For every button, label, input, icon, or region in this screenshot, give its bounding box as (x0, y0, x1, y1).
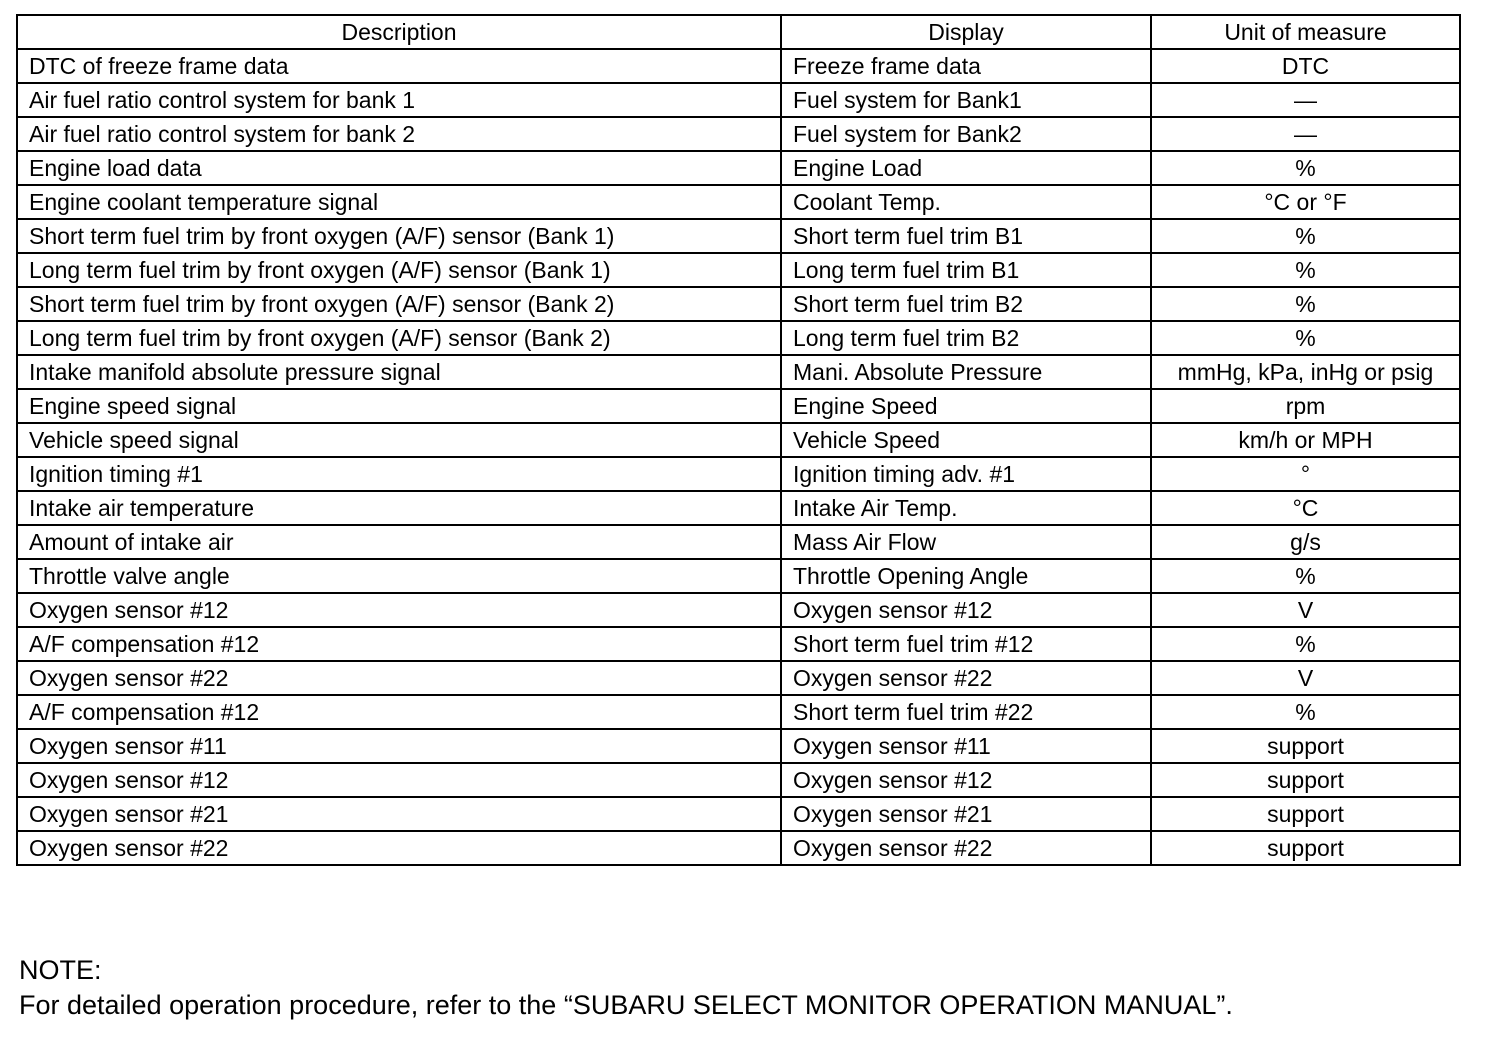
cell-description: Oxygen sensor #22 (17, 661, 781, 695)
table-row (17, 185, 1460, 219)
table-row (17, 457, 1460, 491)
cell-display: Short term fuel trim B1 (781, 219, 1151, 253)
cell-display: Vehicle Speed (781, 423, 1151, 457)
table-row (17, 831, 1460, 865)
cell-description: DTC of freeze frame data (17, 49, 781, 83)
cell-description: Amount of intake air (17, 525, 781, 559)
cell-unit: rpm (1151, 389, 1460, 423)
cell-display: Engine Load (781, 151, 1151, 185)
cell-description: Oxygen sensor #22 (17, 831, 781, 865)
cell-description: Air fuel ratio control system for bank 2 (17, 117, 781, 151)
cell-display: Short term fuel trim #22 (781, 695, 1151, 729)
table-row (17, 253, 1460, 287)
table-row (17, 661, 1460, 695)
data-table (16, 14, 1461, 866)
table-row (17, 695, 1460, 729)
table-row (17, 49, 1460, 83)
cell-description: A/F compensation #12 (17, 695, 781, 729)
note-block (19, 953, 1233, 1023)
cell-display: Oxygen sensor #21 (781, 797, 1151, 831)
table-row (17, 117, 1460, 151)
table-row (17, 525, 1460, 559)
cell-display: Throttle Opening Angle (781, 559, 1151, 593)
cell-unit: °C (1151, 491, 1460, 525)
cell-unit: ° (1151, 457, 1460, 491)
cell-description: Intake air temperature (17, 491, 781, 525)
cell-unit: V (1151, 661, 1460, 695)
cell-unit: % (1151, 695, 1460, 729)
cell-unit: g/s (1151, 525, 1460, 559)
cell-display: Oxygen sensor #22 (781, 661, 1151, 695)
cell-display: Short term fuel trim #12 (781, 627, 1151, 661)
cell-display: Freeze frame data (781, 49, 1151, 83)
table-row (17, 559, 1460, 593)
cell-description: Air fuel ratio control system for bank 1 (17, 83, 781, 117)
cell-display: Coolant Temp. (781, 185, 1151, 219)
cell-description: Engine speed signal (17, 389, 781, 423)
cell-description: Vehicle speed signal (17, 423, 781, 457)
cell-description: Throttle valve angle (17, 559, 781, 593)
table-body (17, 49, 1460, 865)
table-row (17, 83, 1460, 117)
cell-unit: support (1151, 729, 1460, 763)
cell-display: Oxygen sensor #11 (781, 729, 1151, 763)
cell-description: Oxygen sensor #12 (17, 763, 781, 797)
cell-unit: % (1151, 253, 1460, 287)
cell-display: Oxygen sensor #12 (781, 593, 1151, 627)
table-row (17, 321, 1460, 355)
cell-display: Intake Air Temp. (781, 491, 1151, 525)
note-text: For detailed operation procedure, refer to the “SUBARU SELECT MONITOR OPERATION MANUAL”. (19, 990, 1233, 1020)
cell-display: Engine Speed (781, 389, 1151, 423)
cell-unit: — (1151, 83, 1460, 117)
cell-unit: — (1151, 117, 1460, 151)
cell-display: Fuel system for Bank1 (781, 83, 1151, 117)
table-row (17, 423, 1460, 457)
cell-display: Long term fuel trim B1 (781, 253, 1151, 287)
cell-display: Mass Air Flow (781, 525, 1151, 559)
table-header-row (17, 15, 1460, 49)
table-row (17, 389, 1460, 423)
table-row (17, 797, 1460, 831)
cell-description: Engine coolant temperature signal (17, 185, 781, 219)
cell-description: Engine load data (17, 151, 781, 185)
cell-display: Long term fuel trim B2 (781, 321, 1151, 355)
cell-unit: % (1151, 559, 1460, 593)
cell-description: Ignition timing #1 (17, 457, 781, 491)
column-header-unit: Unit of measure (1151, 15, 1460, 49)
cell-unit: support (1151, 763, 1460, 797)
column-header-display: Display (781, 15, 1151, 49)
cell-display: Short term fuel trim B2 (781, 287, 1151, 321)
table-row (17, 491, 1460, 525)
cell-description: Short term fuel trim by front oxygen (A/F) sensor (Bank 1) (17, 219, 781, 253)
cell-unit: % (1151, 627, 1460, 661)
cell-description: Short term fuel trim by front oxygen (A/F) sensor (Bank 2) (17, 287, 781, 321)
cell-display: Fuel system for Bank2 (781, 117, 1151, 151)
cell-unit: % (1151, 151, 1460, 185)
table-row (17, 151, 1460, 185)
cell-unit: mmHg, kPa, inHg or psig (1151, 355, 1460, 389)
cell-unit: V (1151, 593, 1460, 627)
cell-description: A/F compensation #12 (17, 627, 781, 661)
cell-unit: km/h or MPH (1151, 423, 1460, 457)
table-row (17, 287, 1460, 321)
note-label: NOTE: (19, 955, 102, 985)
cell-unit: support (1151, 797, 1460, 831)
cell-display: Ignition timing adv. #1 (781, 457, 1151, 491)
table-row (17, 593, 1460, 627)
cell-display: Mani. Absolute Pressure (781, 355, 1151, 389)
cell-unit: DTC (1151, 49, 1460, 83)
cell-display: Oxygen sensor #22 (781, 831, 1151, 865)
table-row (17, 219, 1460, 253)
cell-unit: °C or °F (1151, 185, 1460, 219)
cell-unit: % (1151, 219, 1460, 253)
cell-description: Long term fuel trim by front oxygen (A/F) sensor (Bank 2) (17, 321, 781, 355)
cell-unit: % (1151, 287, 1460, 321)
table-row (17, 763, 1460, 797)
table-header (17, 15, 1460, 49)
table-row (17, 355, 1460, 389)
column-header-description: Description (17, 15, 781, 49)
cell-description: Oxygen sensor #11 (17, 729, 781, 763)
table-row (17, 627, 1460, 661)
cell-unit: % (1151, 321, 1460, 355)
cell-description: Long term fuel trim by front oxygen (A/F) sensor (Bank 1) (17, 253, 781, 287)
cell-description: Oxygen sensor #21 (17, 797, 781, 831)
cell-description: Intake manifold absolute pressure signal (17, 355, 781, 389)
cell-unit: support (1151, 831, 1460, 865)
cell-display: Oxygen sensor #12 (781, 763, 1151, 797)
cell-description: Oxygen sensor #12 (17, 593, 781, 627)
table-row (17, 729, 1460, 763)
